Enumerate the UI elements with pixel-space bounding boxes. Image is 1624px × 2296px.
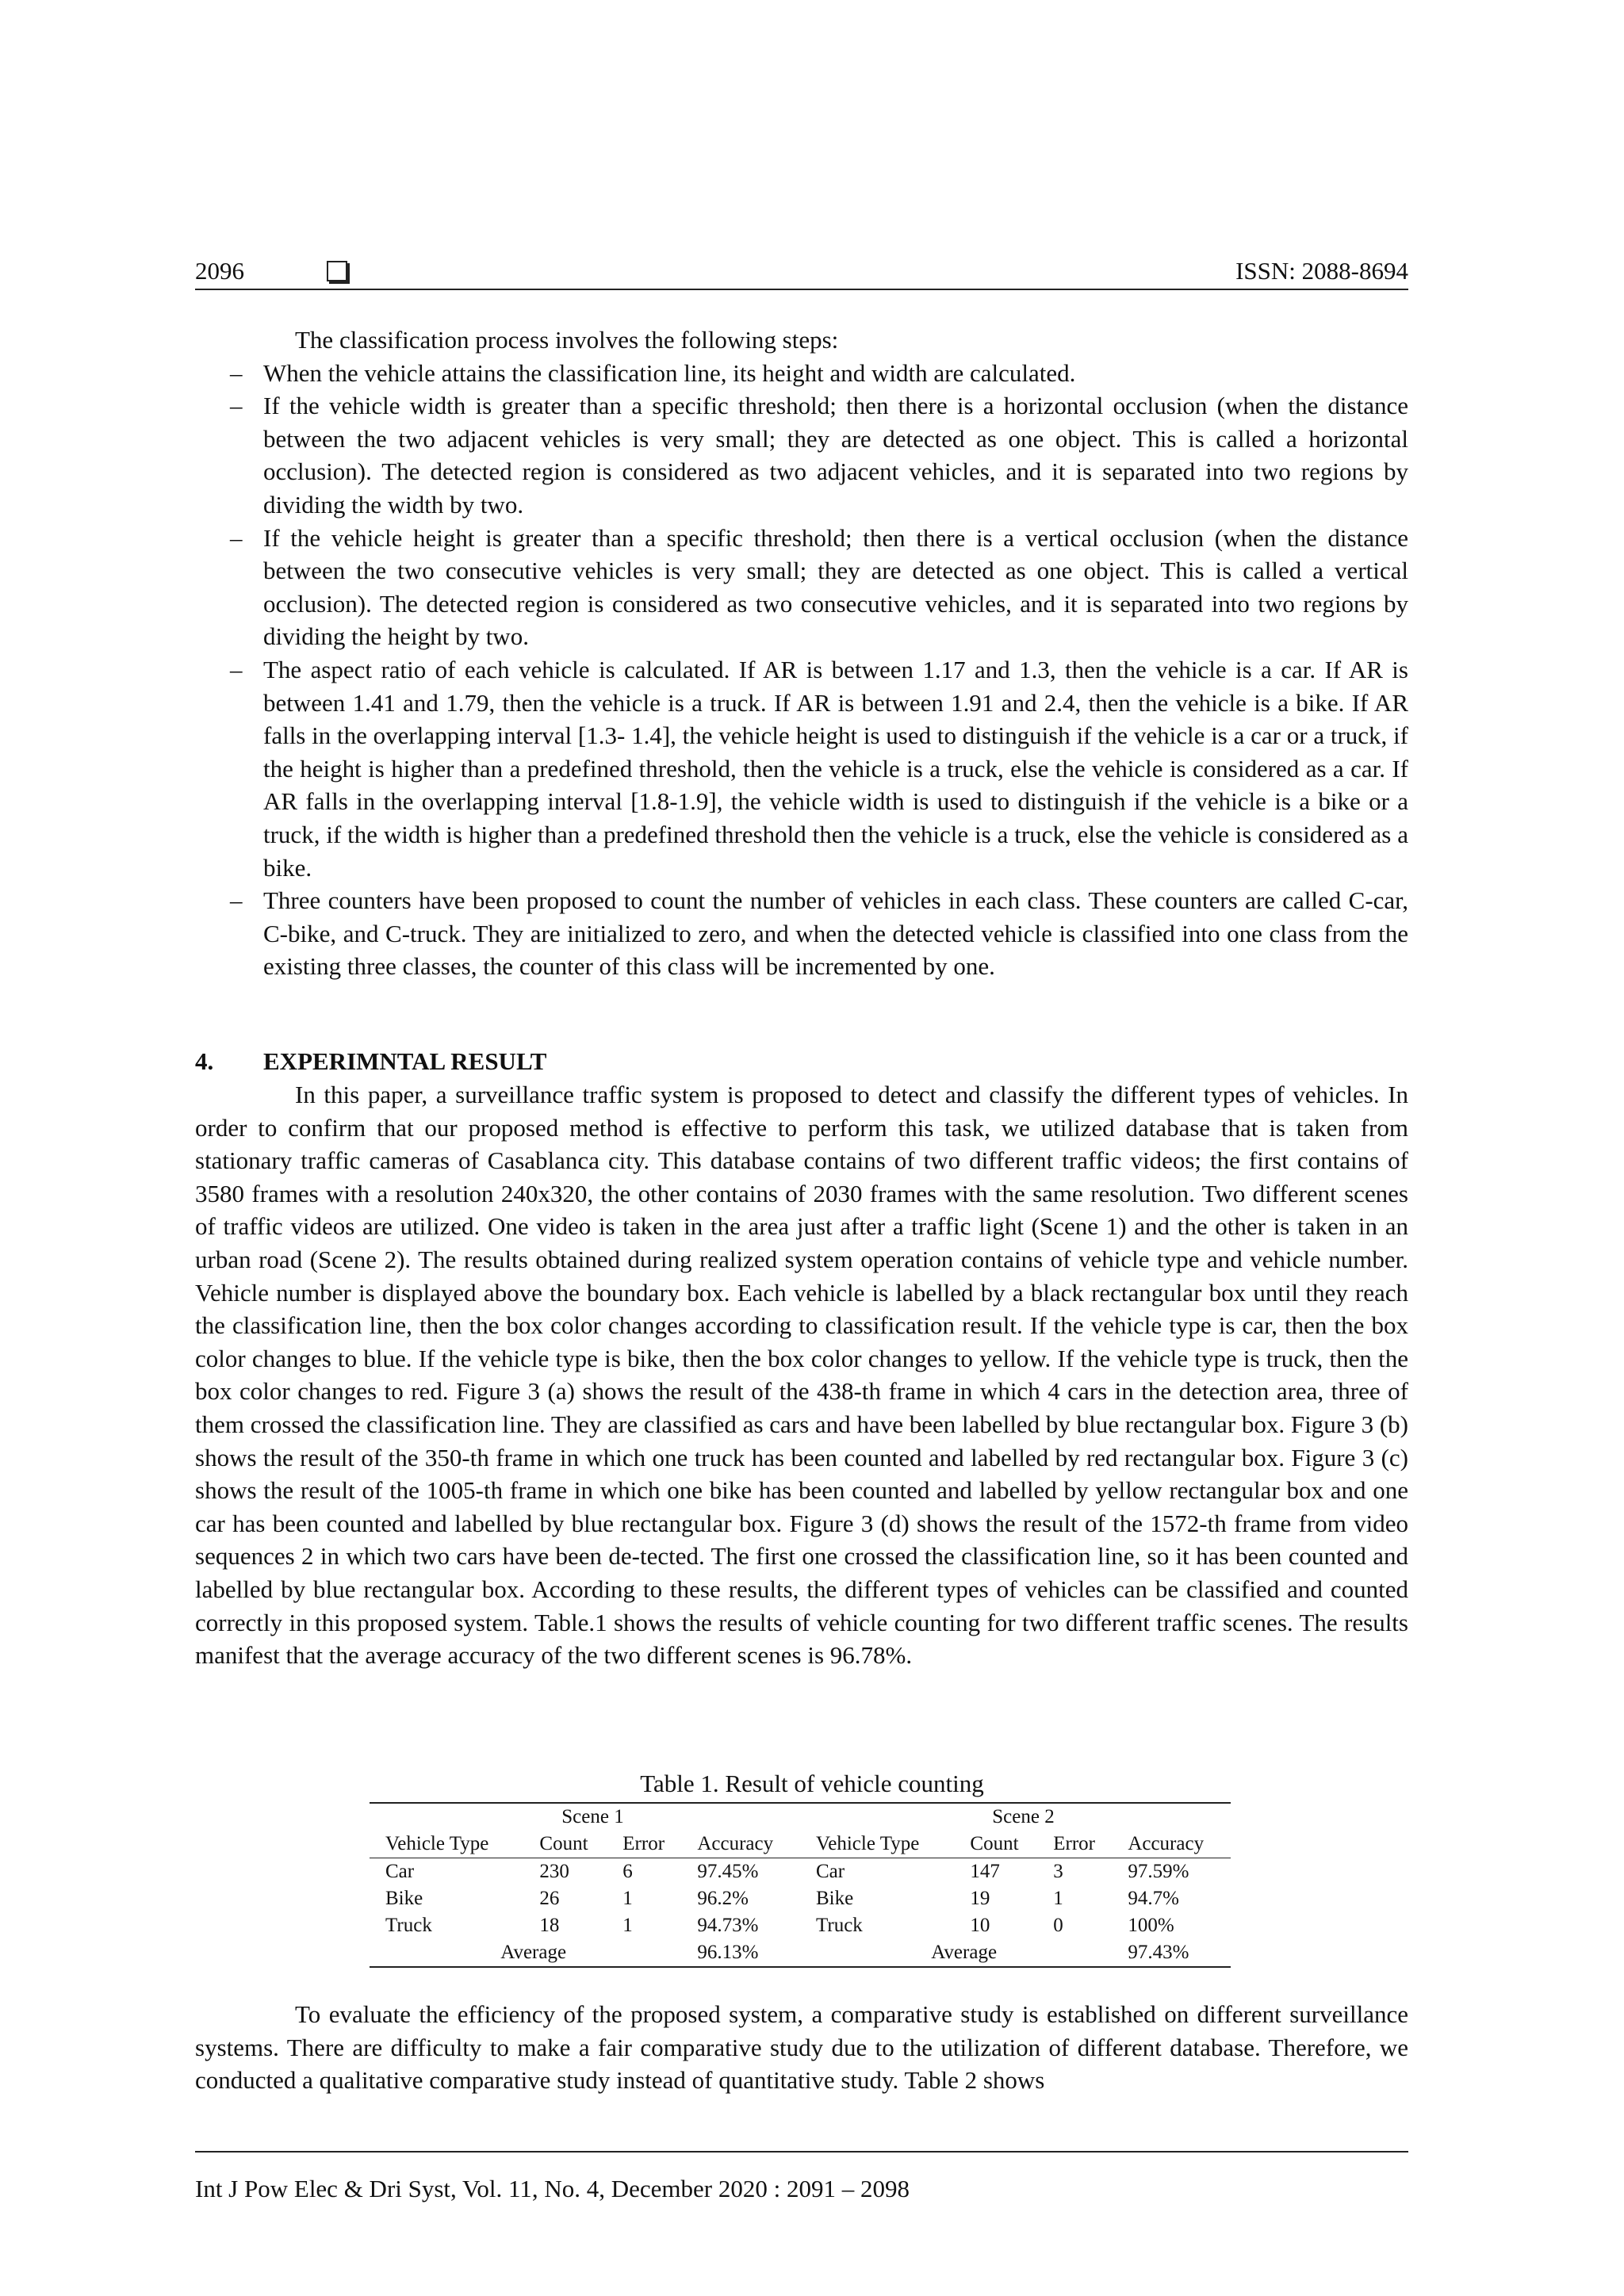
list-item-text: If the vehicle height is greater than a specific threshold; then there is a vertical occlusion (when the distance between the two consecutive vehicles is very small; they are detected as one object. This is called a vertical occlusion). The detected region is considered as two consecutive vehicles, and it is separated into two regions by dividing the height by two. <box>263 523 1408 651</box>
table-header-row <box>370 1831 1231 1858</box>
table-cell: Truck <box>815 1915 863 1936</box>
table-cell: 97.59% <box>1128 1861 1189 1882</box>
results-table <box>370 1802 1231 1968</box>
section-title: EXPERIMNTAL RESULT <box>263 1047 547 1075</box>
column-header: Accuracy <box>1112 1831 1231 1858</box>
table-cell: Truck <box>385 1915 432 1936</box>
square-box-icon <box>327 261 347 281</box>
average-label: Average <box>370 1939 681 1967</box>
table-row <box>370 1858 1231 1886</box>
table-cell: Bike <box>815 1888 854 1909</box>
table-cell: 97.45% <box>697 1861 759 1882</box>
table-cell: 6 <box>622 1861 633 1882</box>
dash-bullet-icon: – <box>230 392 243 420</box>
steps-list <box>195 357 1408 983</box>
average-label: Average <box>800 1939 1112 1967</box>
steps-intro: The classification process involves the following steps: <box>295 326 839 354</box>
table-cell: 94.7% <box>1128 1888 1179 1909</box>
table-scene-row <box>370 1803 1231 1831</box>
column-header: Vehicle Type <box>800 1831 954 1858</box>
table-cell: 10 <box>970 1915 990 1936</box>
table-cell: 1 <box>1053 1888 1063 1909</box>
table-cell: 147 <box>970 1861 1000 1882</box>
table-cell: Bike <box>385 1888 423 1909</box>
table-cell: 19 <box>970 1888 990 1909</box>
issn-label: ISSN: 2088-8694 <box>1235 257 1408 285</box>
list-item-text: If the vehicle width is greater than a specific threshold; then there is a horizontal occlusion (when the distance between the two adjacent vehicles is very small; they are detected as one object. This is called a horizontal occlusion). The detected region is considered as two adjacent vehicles, and it is separated into two regions by dividing the width by two. <box>263 392 1408 519</box>
table-cell: Car <box>385 1861 415 1882</box>
column-header: Accuracy <box>681 1831 800 1858</box>
column-header: Count <box>954 1831 1037 1858</box>
table-cell: 1 <box>622 1888 633 1909</box>
list-item <box>195 357 1408 390</box>
table-cell: 18 <box>539 1915 560 1936</box>
dash-bullet-icon: – <box>230 886 243 915</box>
dash-bullet-icon: – <box>230 523 243 552</box>
table-average-row <box>370 1939 1231 1967</box>
results-paragraph: In this paper, a surveillance traffic system is proposed to detect and classify the different types of vehicles. In order to confirm that our proposed method is effective to perform this task, we utilized database that is taken from stationary traffic cameras of Casablanca city. This database contains of two different traffic videos; the first contains of 3580 frames with a resolution 240x320, the other contains of 2030 frames with the same resolution. Two different scenes of traffic videos are utilized. One video is taken in the area just after a traffic light (Scene 1) and the other is taken in an urban road (Scene 2). The results obtained during realized system operation contains of vehicle type and vehicle number. Vehicle number is displayed above the boundary box. Each vehicle is labelled by a black rectangular box until they reach the classification line, then the box color changes according to classification result. If the vehicle type is car, then the box color changes to blue. If the vehicle type is bike, then the box color changes to yellow. If the vehicle type is truck, then the box color changes to red. Figure 3 (a) shows the result of the 438-th frame in which 4 cars in the detection area, three of them crossed the classification line. They are classified as cars and have been labelled by blue rectangular box. Figure 3 (b) shows the result of the 350-th frame in which one truck has been counted and labelled by red rectangular box. Figure 3 (c) shows the result of the 1005-th frame in which one bike has been counted and labelled by yellow rectangular box and one car has been counted and labelled by blue rectangular box. Figure 3 (d) shows the result of the 1572-th frame from video sequences 2 in which two cars have been de-tected. The first one crossed the classification line, so it has been counted and labelled by blue rectangular box. According to these results, the different types of vehicles can be classified and counted correctly in this proposed system. Table.1 shows the results of vehicle counting for two different traffic scenes. The results manifest that the average accuracy of the two different scenes is 96.78%. <box>195 1081 1408 1670</box>
table-cell: 100% <box>1128 1915 1174 1936</box>
average-value-scene2: 97.43% <box>1112 1939 1231 1967</box>
scene2-label: Scene 2 <box>800 1803 1231 1831</box>
footer-citation: Int J Pow Elec & Dri Syst, Vol. 11, No. 4, December 2020 : 2091 – 2098 <box>195 2175 910 2202</box>
table-cell: 94.73% <box>697 1915 759 1936</box>
list-item <box>195 884 1408 983</box>
average-value-scene1: 96.13% <box>681 1939 800 1967</box>
table-row <box>370 1885 1231 1912</box>
section-number: 4. <box>195 1047 214 1075</box>
dash-bullet-icon: – <box>230 655 243 683</box>
column-header: Count <box>523 1831 607 1858</box>
table-cell: 26 <box>539 1888 560 1909</box>
scene1-label: Scene 1 <box>370 1803 800 1831</box>
dash-bullet-icon: – <box>230 358 243 387</box>
list-item-text: The aspect ratio of each vehicle is calculated. If AR is between 1.17 and 1.3, then the vehicle is a car. If AR is between 1.41 and 1.79, then the vehicle is a truck. If AR is between 1.91 and 2.4, then the vehicle is a bike. If AR falls in the overlapping interval [1.3- 1.4], the vehicle height is used to distinguish if the vehicle is a car or a truck, if the height is higher than a predefined threshold, then the vehicle is a truck, else the vehicle is considered as a car. If AR falls in the overlapping interval [1.8-1.9], the vehicle width is used to distinguish if the vehicle is a bike or a truck, if the width is higher than a predefined threshold then the vehicle is a truck, else the vehicle is considered as a bike. <box>263 655 1408 882</box>
table-caption: Table 1. Result of vehicle counting <box>640 1770 984 1797</box>
table-cell: 0 <box>1053 1915 1063 1936</box>
table-cell: 3 <box>1053 1861 1063 1882</box>
table-row <box>370 1912 1231 1939</box>
column-header: Error <box>607 1831 681 1858</box>
column-header: Error <box>1037 1831 1112 1858</box>
table-cell: Car <box>815 1861 845 1882</box>
section-heading <box>195 1045 546 1078</box>
list-item <box>195 653 1408 884</box>
table-cell: 230 <box>539 1861 569 1882</box>
list-item <box>195 389 1408 521</box>
page-footer <box>195 2151 1408 2205</box>
list-item-text: When the vehicle attains the classification line, its height and width are calculated. <box>263 358 1076 387</box>
column-header: Vehicle Type <box>370 1831 523 1858</box>
list-item-text: Three counters have been proposed to count the number of vehicles in each class. These counters are called C-car, C-bike, and C-truck. They are initialized to zero, and when the detected vehicle is classified into one class from the existing three classes, the counter of this class will be incremented by one. <box>263 886 1408 981</box>
classification-steps <box>195 323 1408 983</box>
table-cell: 96.2% <box>697 1888 749 1909</box>
comparative-paragraph: To evaluate the efficiency of the proposed system, a comparative study is established on different surveillance systems. There are difficulty to make a fair comparative study due to the utilization of different database. Therefore, we conducted a qualitative comparative study instead of quantitative study. Table 2 shows <box>195 2000 1408 2095</box>
list-item <box>195 522 1408 653</box>
page-number: 2096 <box>195 257 244 285</box>
page-header <box>195 254 1408 290</box>
table-cell: 1 <box>622 1915 633 1936</box>
